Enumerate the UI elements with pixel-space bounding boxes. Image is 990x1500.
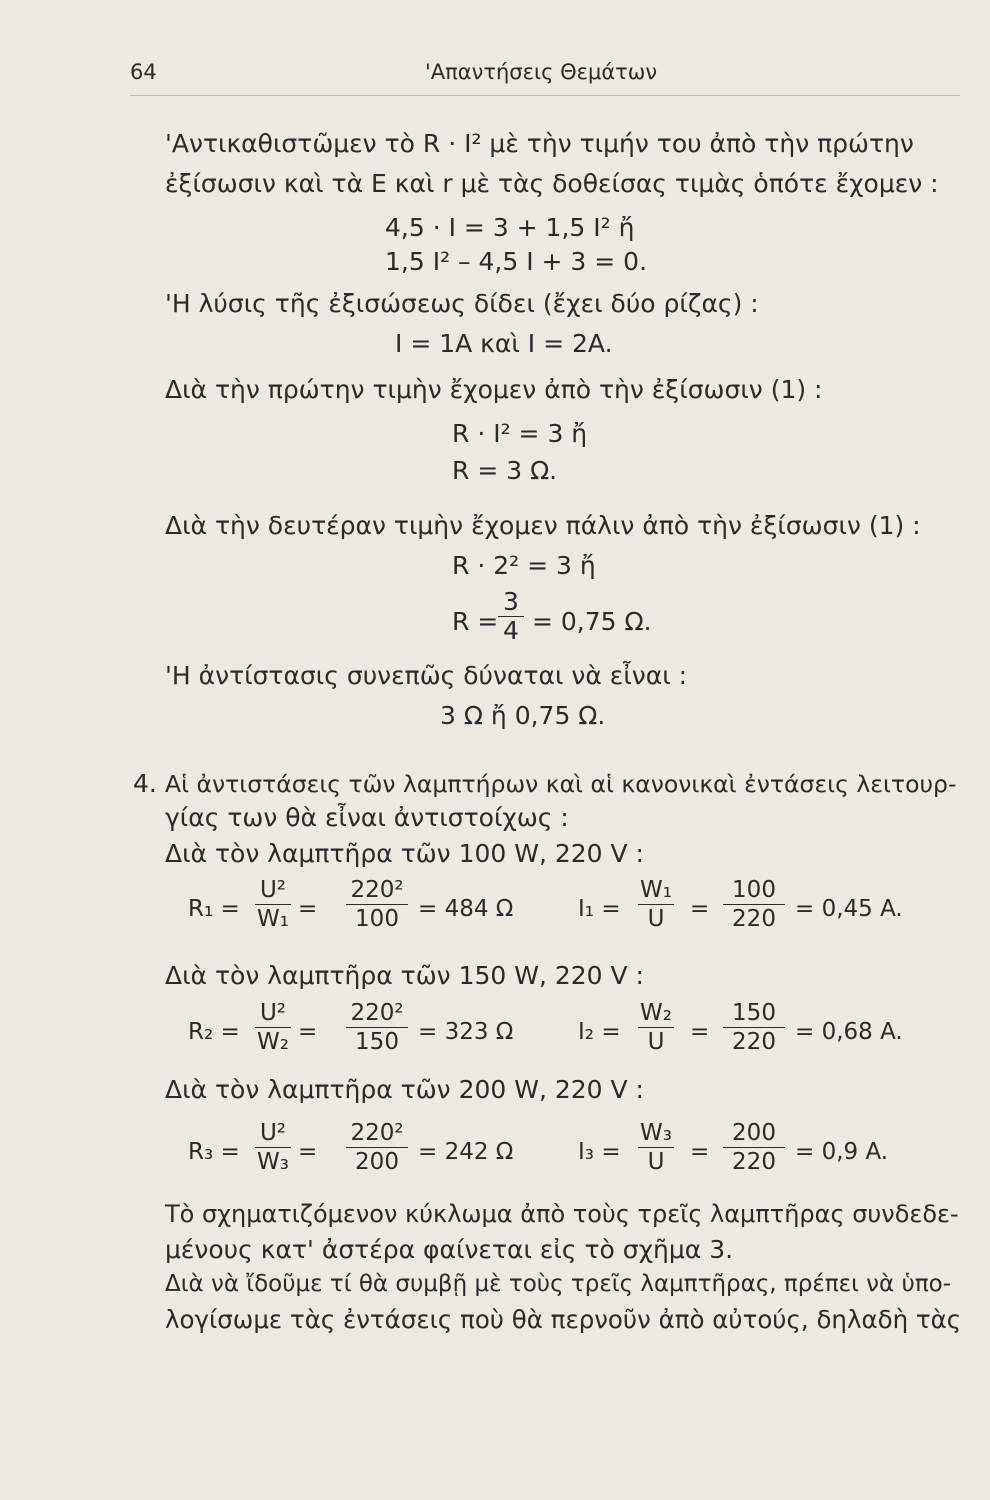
resistance-label: R₂ = [188,1019,240,1045]
fraction [346,999,408,1056]
denominator: 100 [346,904,408,933]
equation-line: 1,5 I² – 4,5 I + 3 = 0. [385,247,648,276]
equation-line: 3 Ω ἤ 0,75 Ω. [440,701,606,730]
equation-line: R · I² = 3 ἤ [452,419,588,448]
running-header: 'Απαντήσεις Θεμάτων [425,60,658,84]
text-line: Διὰ τὴν δευτέραν τιμὴν ἔχομεν πάλιν ἀπὸ τὴν ἐξίσωσιν (1) : [165,511,921,540]
numerator: 200 [732,1120,776,1146]
text-line: λογίσωμε τὰς ἐντάσεις ποὺ θὰ περνοῦν ἀπὸ αὐτούς, δηλαδὴ τὰς [165,1305,962,1334]
text-line: Διὰ τὸν λαμπτῆρα τῶν 200 W, 220 V : [165,1075,644,1104]
equals-sign: = [690,896,710,922]
resistance-result: = 484 Ω [418,896,514,922]
text-line: 'Αντικαθιστῶμεν τὸ R · I² μὲ τὴν τιμήν του ἀπὸ τὴν πρώτην [165,129,914,158]
text-line: Αἱ ἀντιστάσεις τῶν λαμπτήρων καὶ αἱ κανονικαὶ ἐντάσεις λειτουρ- [165,770,957,798]
question-number: 4. [133,769,157,798]
text-line: 'Η λύσις τῆς ἐξισώσεως δίδει (ἔχει δύο ρίζας) : [165,289,759,318]
equation-line: R · 2² = 3 ἤ [452,551,596,580]
denominator: U [638,904,674,933]
equals-sign: = [298,1139,318,1165]
numerator: W₂ [640,1000,672,1026]
denominator: 220 [723,1147,785,1176]
current-label: I₃ = [578,1139,621,1165]
numerator: 220² [350,877,404,903]
fraction [346,876,408,933]
text-line: γίας των θὰ εἶναι ἀντιστοίχως : [165,803,569,832]
denominator: W₁ [255,904,291,933]
resistance-label: R₁ = [188,896,240,922]
equation-rhs: = 0,75 Ω. [532,607,652,636]
resistance-result: = 242 Ω [418,1139,514,1165]
fraction [723,999,785,1056]
fraction [638,876,674,933]
text-line: Τὸ σχηματιζόμενον κύκλωμα ἀπὸ τοὺς τρεῖς λαμπτῆρας συνδεδε- [165,1200,959,1228]
equals-sign: = [690,1139,710,1165]
denominator: 220 [723,904,785,933]
equals-sign: = [690,1019,710,1045]
fraction [723,876,785,933]
text-line: Διὰ τὸν λαμπτῆρα τῶν 150 W, 220 V : [165,961,644,990]
denominator: W₂ [255,1027,291,1056]
current-result: = 0,9 A. [795,1139,889,1165]
denominator: 200 [346,1147,408,1176]
fraction [723,1119,785,1176]
text-line: Διὰ τὴν πρώτην τιμὴν ἔχομεν ἀπὸ τὴν ἐξίσωσιν (1) : [165,375,823,404]
fraction [638,999,674,1056]
fraction [255,876,291,933]
equals-sign: = [298,896,318,922]
equation-line: I = 1A καὶ I = 2A. [395,329,613,358]
numerator: U² [259,1120,287,1146]
current-label: I₂ = [578,1019,621,1045]
numerator: 220² [350,1120,404,1146]
denominator: 150 [346,1027,408,1056]
denominator: 4 [498,616,524,645]
fraction [255,1119,291,1176]
page-number: 64 [130,60,157,84]
numerator: 220² [350,1000,404,1026]
text-line: Διὰ τὸν λαμπτῆρα τῶν 100 W, 220 V : [165,839,644,868]
fraction [638,1119,674,1176]
fraction [346,1119,408,1176]
fraction [498,588,524,645]
numerator: U² [259,877,287,903]
denominator: 220 [723,1027,785,1056]
denominator: U [638,1147,674,1176]
numerator: W₃ [640,1120,672,1146]
current-label: I₁ = [578,896,621,922]
equation-lhs: R = [452,607,499,636]
numerator: W₁ [640,877,672,903]
current-result: = 0,45 A. [795,896,903,922]
equals-sign: = [298,1019,318,1045]
current-result: = 0,68 A. [795,1019,903,1045]
denominator: W₃ [255,1147,291,1176]
numerator: 150 [732,1000,776,1026]
header-rule [130,95,960,96]
text-line: μένους κατ' ἀστέρα φαίνεται εἰς τὸ σχῆμα 3. [165,1235,734,1264]
text-line: Διὰ νὰ ἴδοῦμε τί θὰ συμβῇ μὲ τοὺς τρεῖς λαμπτῆρας, πρέπει νὰ ὑπο- [165,1271,952,1297]
numerator: U² [259,1000,287,1026]
text-line: ἐξίσωσιν καὶ τὰ E καὶ r μὲ τὰς δοθείσας τιμὰς ὁπότε ἔχομεν : [165,169,939,198]
numerator: 100 [732,877,776,903]
equation-line: 4,5 · I = 3 + 1,5 I² ἤ [385,213,635,242]
equation-line: R = 3 Ω. [452,456,558,485]
denominator: U [638,1027,674,1056]
resistance-result: = 323 Ω [418,1019,514,1045]
text-line: 'Η ἀντίστασις συνεπῶς δύναται νὰ εἶναι : [165,661,688,690]
fraction [255,999,291,1056]
numerator: 3 [503,587,519,616]
resistance-label: R₃ = [188,1139,240,1165]
